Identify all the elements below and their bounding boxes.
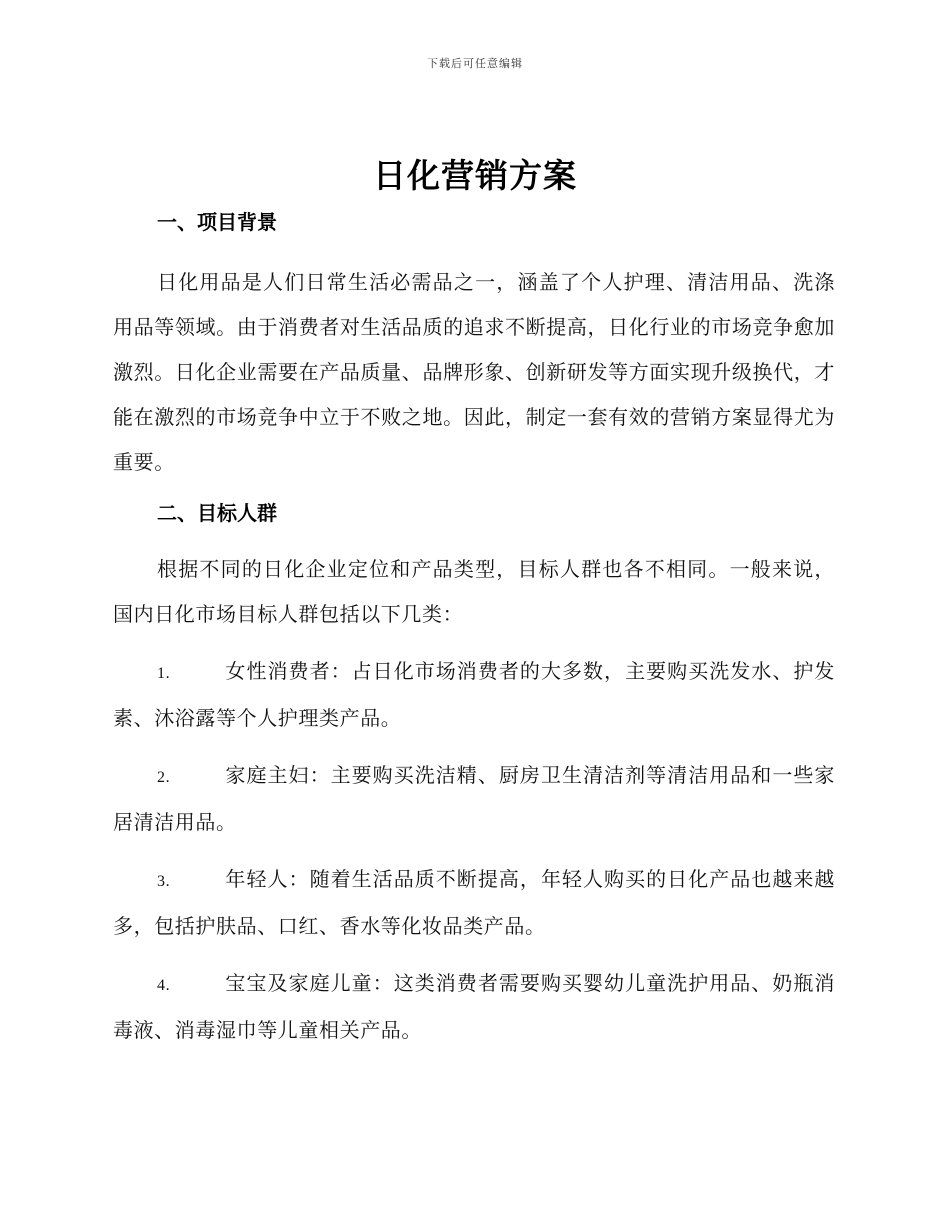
list-item-text: 女性消费者：占日化市场消费者的大多数，主要购买洗发水、护发素、沐浴露等个人护理类产品。 [113, 659, 835, 730]
list-item [113, 857, 835, 949]
list-item-text: 家庭主妇：主要购买洗洁精、厨房卫生清洁剂等清洁用品和一些家居清洁用品。 [113, 763, 835, 834]
list-number: 3. [157, 873, 171, 890]
document-body [113, 202, 835, 1053]
list-number: 1. [157, 665, 171, 682]
list-item-text: 宝宝及家庭儿童：这类消费者需要购买婴幼儿童洗护用品、奶瓶消毒液、消毒湿巾等儿童相关产品。 [113, 971, 835, 1042]
background-paragraph: 日化用品是人们日常生活必需品之一，涵盖了个人护理、清洁用品、洗涤用品等领域。由于消费者对生活品质的追求不断提高，日化行业的市场竞争愈加激烈。日化企业需要在产品质量、品牌形象、创新研发等方面实现升级换代，才能在激烈的市场竞争中立于不败之地。因此，制定一套有效的营销方案显得尤为重要。 [113, 270, 835, 474]
document-title: 日化营销方案 [373, 156, 577, 195]
section-heading-target-audience: 二、目标人群 [157, 501, 277, 525]
list-item-text: 年轻人：随着生活品质不断提高，年轻人购买的日化产品也越来越多，包括护肤品、口红、香水等化妆品类产品。 [113, 867, 835, 938]
list-item [113, 961, 835, 1053]
target-audience-paragraph: 根据不同的日化企业定位和产品类型，目标人群也各不相同。一般来说，国内日化市场目标人群包括以下几类： [113, 557, 835, 626]
list-number: 4. [157, 977, 171, 994]
list-number: 2. [157, 769, 171, 786]
list-item [113, 649, 835, 741]
list-item [113, 753, 835, 845]
header-note: 下载后可任意编辑 [427, 57, 523, 70]
section-heading-background: 一、项目背景 [157, 210, 277, 234]
